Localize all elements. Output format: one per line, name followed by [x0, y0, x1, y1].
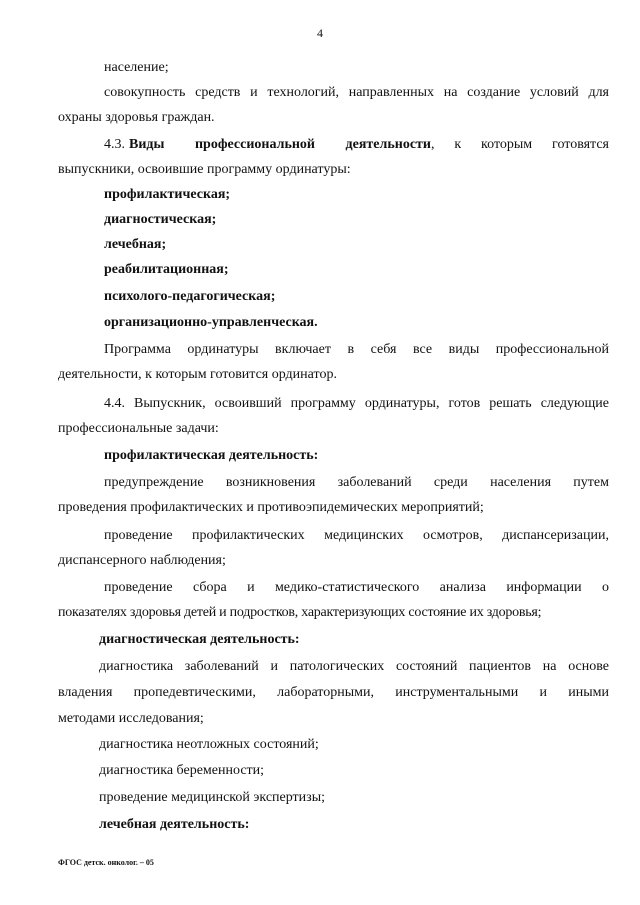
- subsection-heading: лечебная деятельность:: [99, 817, 250, 832]
- section-4-3-heading-line: [104, 136, 609, 154]
- text-line: диспансерного наблюдения;: [58, 553, 226, 568]
- section-number: 4.3.: [104, 137, 125, 152]
- activity-type-item: диагностическая;: [104, 212, 217, 227]
- footer-note: ФГОС детск. онколог. – 05: [58, 858, 154, 867]
- text-line: профессиональные задачи:: [58, 421, 219, 436]
- text-line: показателях здоровья детей и подростков, характеризующих состояние их здоровья;: [58, 605, 542, 620]
- section-title: Виды профессиональной деятельности: [129, 137, 431, 152]
- text-line: охраны здоровья граждан.: [58, 110, 215, 125]
- text-line: деятельности, к которым готовится ординатор.: [58, 367, 337, 382]
- activity-type-item: профилактическая;: [104, 187, 231, 202]
- activity-type-item: лечебная;: [104, 237, 167, 252]
- text-line: владения пропедевтическими, лабораторными, инструментальными и иными: [58, 685, 609, 700]
- subsection-heading: профилактическая деятельность:: [104, 448, 319, 463]
- text-line: совокупность средств и технологий, направленных на создание условий для: [104, 85, 609, 100]
- text-line: диагностика неотложных состояний;: [99, 737, 319, 752]
- text-line: проведение сбора и медико-статистического анализа информации о: [104, 580, 609, 595]
- text-line: диагностика беременности;: [99, 763, 265, 778]
- text-line: 4.4. Выпускник, освоивший программу ординатуры, готов решать следующие: [104, 396, 609, 411]
- subsection-heading: диагностическая деятельность:: [99, 632, 300, 647]
- text-line: выпускники, освоившие программу ординатуры:: [58, 162, 351, 177]
- text-line: проведения профилактических и противоэпидемических мероприятий;: [58, 500, 484, 515]
- text-line: проведение медицинской экспертизы;: [99, 790, 325, 805]
- activity-type-item: организационно-управленческая.: [104, 315, 318, 330]
- activity-type-item: реабилитационная;: [104, 262, 229, 277]
- text-line: диагностика заболеваний и патологических состояний пациентов на основе: [99, 659, 609, 674]
- text-line: предупреждение возникновения заболеваний среди населения путем: [104, 475, 609, 490]
- text-line: проведение профилактических медицинских осмотров, диспансеризации,: [104, 528, 609, 543]
- page-number: 4: [317, 26, 323, 40]
- text-line: методами исследования;: [58, 711, 204, 726]
- text-fragment: , к которым готовятся: [431, 137, 609, 152]
- activity-type-item: психолого-педагогическая;: [104, 289, 276, 304]
- text-line: Программа ординатуры включает в себя все виды профессиональной: [104, 342, 609, 357]
- text-line: население;: [104, 60, 169, 75]
